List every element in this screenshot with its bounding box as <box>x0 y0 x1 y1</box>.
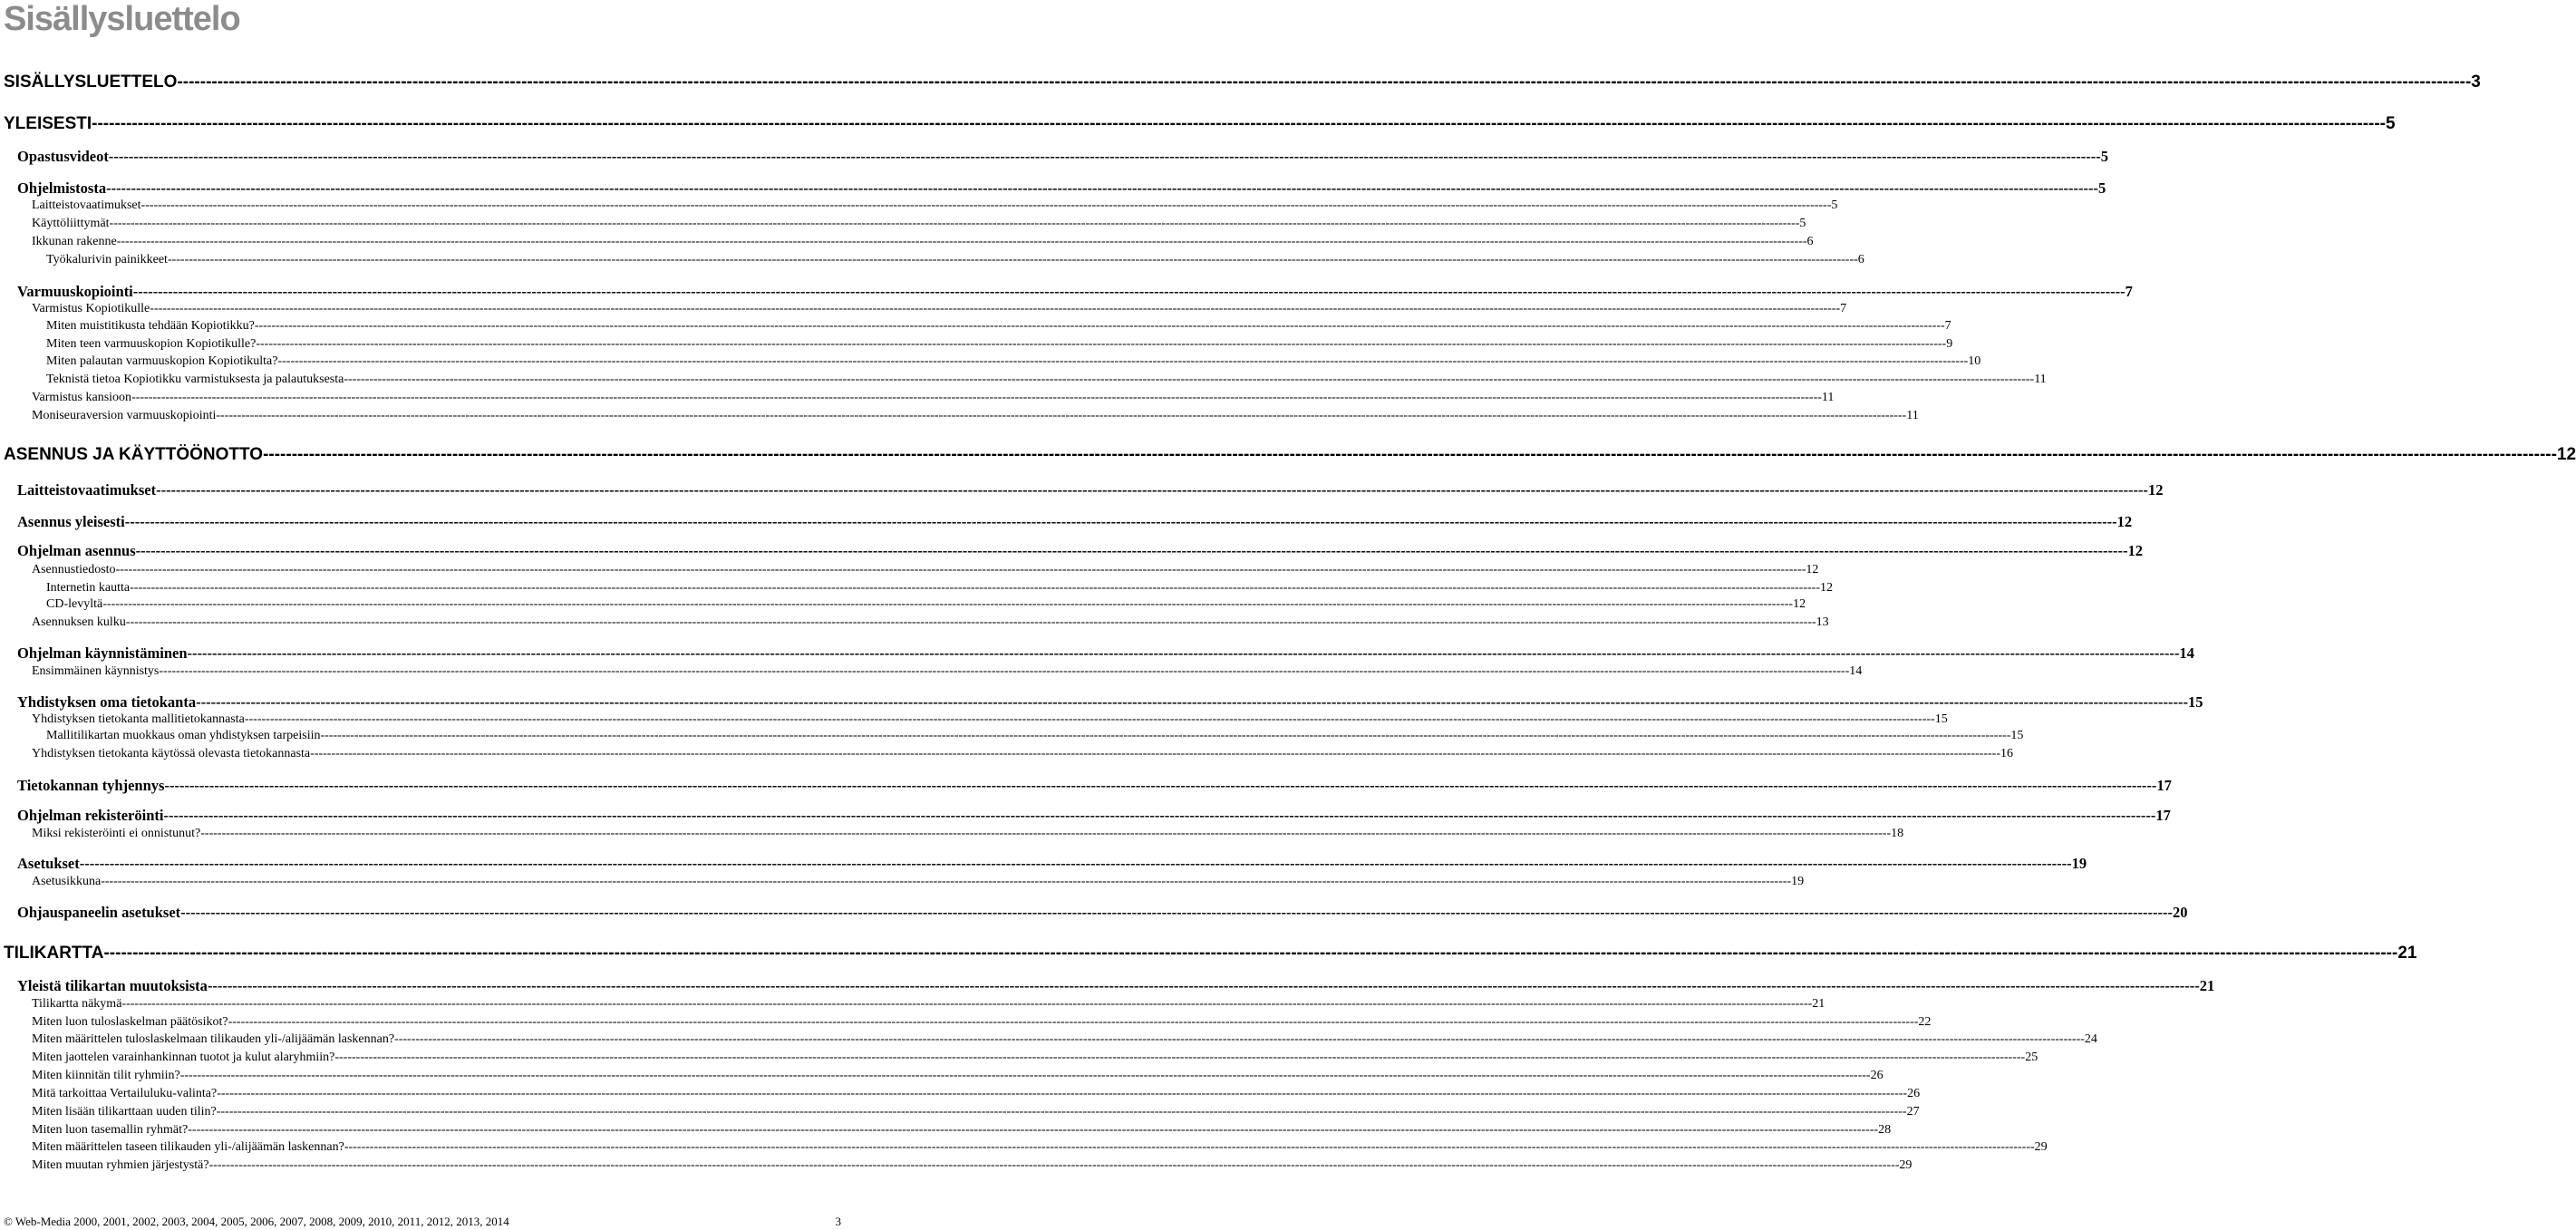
footer-page-number: 3 <box>835 1215 841 1228</box>
toc-entry-title: Miten jaottelen varainhankinnan tuotot ja kulut alaryhmiin? <box>32 1051 335 1064</box>
toc-entry-title: Miten määrittelen tuloslaskelmaan tilikauden yli-/alijäämän laskennan? <box>32 1032 395 1046</box>
toc-entry[interactable] <box>32 874 1805 889</box>
toc-entry-title: Asennus yleisesti <box>17 513 125 530</box>
dash-leader: ---------------------------------------------------------------------------------------------------------------------------------------------------------------------------------------------------------------------------------------------------------------------------------------------------------------------------------------------------------------------------------------------------------------- <box>207 977 2200 994</box>
dash-leader: ---------------------------------------------------------------------------------------------------------------------------------------------------------------------------------------------------------------------------------------------------------------------------------------------------------------------------------------------------------------------------------------------------------------- <box>131 391 1822 404</box>
dash-leader: ---------------------------------------------------------------------------------------------------------------------------------------------------------------------------------------------------------------------------------------------------------------------------------------------------------------------------------------------------------------------------------------------------------------- <box>344 1140 2035 1154</box>
toc-entry-page: 19 <box>1791 875 1805 888</box>
toc-entry-title: Opastusvideot <box>17 148 109 165</box>
dash-leader: ---------------------------------------------------------------------------------------------------------------------------------------------------------------------------------------------------------------------------------------------------------------------------------------------------------------------------------------------------------------------------------------------------------------- <box>216 409 1907 422</box>
toc-entry[interactable] <box>17 855 2087 873</box>
dash-leader: ---------------------------------------------------------------------------------------------------------------------------------------------------------------------------------------------------------------------------------------------------------------------------------------------------------------------------------------------------------------------------------------------------------------- <box>196 693 2188 711</box>
toc-entry[interactable] <box>32 216 1806 231</box>
dash-leader: ---------------------------------------------------------------------------------------------------------------------------------------------------------------------------------------------------------------------------------------------------------------------------------------------------------------------------------------------------------------------------------------------------------------- <box>163 807 2156 824</box>
toc-entry-title: Miten palautan varmuuskopion Kopiotikulta? <box>46 354 278 368</box>
toc-entry-page: 11 <box>1906 409 1919 422</box>
toc-entry[interactable] <box>46 252 1864 267</box>
toc-entry[interactable] <box>46 336 1953 352</box>
toc-entry-title: Ohjauspaneelin asetukset <box>17 904 181 921</box>
toc-entry[interactable] <box>4 73 2481 92</box>
dash-leader: ---------------------------------------------------------------------------------------------------------------------------------------------------------------------------------------------------------------------------------------------------------------------------------------------------------------------------------------------------------------------------------------------------------------- <box>156 481 2148 499</box>
toc-entry-page: 17 <box>2156 777 2172 794</box>
toc-entry-title: Tilikartta näkymä <box>32 997 122 1011</box>
toc-entry-page: 16 <box>2000 747 2013 760</box>
dash-leader: ---------------------------------------------------------------------------------------------------------------------------------------------------------------------------------------------------------------------------------------------------------------------------------------------------------------------------------------------------------------------------------------------------------------- <box>121 997 1813 1011</box>
toc-entry[interactable] <box>32 1157 1913 1173</box>
toc-entry[interactable] <box>32 1086 1921 1101</box>
toc-entry-page: 26 <box>1907 1087 1921 1100</box>
dash-leader: ---------------------------------------------------------------------------------------------------------------------------------------------------------------------------------------------------------------------------------------------------------------------------------------------------------------------------------------------------------------------------------------------------------------- <box>188 1123 1879 1137</box>
toc-entry[interactable] <box>32 663 1863 679</box>
toc-entry-title: Varmuuskopiointi <box>17 283 133 300</box>
toc-entry-title: Asetukset <box>17 855 80 872</box>
toc-entry[interactable] <box>46 372 2047 387</box>
toc-entry-title: Asennustiedosto <box>32 563 116 576</box>
toc-entry-page: 29 <box>1899 1158 1913 1172</box>
dash-leader: ---------------------------------------------------------------------------------------------------------------------------------------------------------------------------------------------------------------------------------------------------------------------------------------------------------------------------------------------------------------------------------------------------------------- <box>159 664 1850 678</box>
toc-entry-title: Miten muistitikusta tehdään Kopiotikku? <box>46 319 255 333</box>
toc-entry-title: Ohjelman käynnistäminen <box>17 644 188 662</box>
dash-leader: ---------------------------------------------------------------------------------------------------------------------------------------------------------------------------------------------------------------------------------------------------------------------------------------------------------------------------------------------------------------------------------------------------------------- <box>125 615 1816 629</box>
dash-leader: ---------------------------------------------------------------------------------------------------------------------------------------------------------------------------------------------------------------------------------------------------------------------------------------------------------------------------------------------------------------------------------------------------------------- <box>344 373 2035 386</box>
toc-entry-page: 29 <box>2034 1140 2048 1154</box>
page-footer <box>4 1215 841 1229</box>
toc-entry-title: Internetin kautta <box>46 581 131 595</box>
toc-entry-title: Miten teen varmuuskopion Kopiotikulle? <box>46 337 257 351</box>
dash-leader: ---------------------------------------------------------------------------------------------------------------------------------------------------------------------------------------------------------------------------------------------------------------------------------------------------------------------------------------------------------------------------------------------------------------- <box>310 747 2000 760</box>
toc-entry-page: 22 <box>1918 1015 1932 1029</box>
toc-entry-page: 14 <box>1849 664 1863 678</box>
toc-entry-title: Varmistus Kopiotikulle <box>32 302 150 315</box>
toc-entry-page: 12 <box>2127 542 2144 559</box>
dash-leader: ---------------------------------------------------------------------------------------------------------------------------------------------------------------------------------------------------------------------------------------------------------------------------------------------------------------------------------------------------------------------------------------------------------------- <box>164 777 2157 794</box>
dash-leader: ---------------------------------------------------------------------------------------------------------------------------------------------------------------------------------------------------------------------------------------------------------------------------------------------------------------------------------------------------------------------------------------------------------------- <box>320 729 2011 742</box>
dash-leader: ---------------------------------------------------------------------------------------------------------------------------------------------------------------------------------------------------------------------------------------------------------------------------------------------------------------------------------------------------------------------------------------------------------------- <box>334 1051 2026 1064</box>
dash-leader: ---------------------------------------------------------------------------------------------------------------------------------------------------------------------------------------------------------------------------------------------------------------------------------------------------------------------------------------------------------------------------------------------------------------- <box>124 513 2117 530</box>
toc-entry-page: 3 <box>2471 73 2481 92</box>
toc-entry-page: 11 <box>1821 391 1835 404</box>
toc-entry-title: Miten lisään tilikarttaan uuden tilin? <box>32 1105 217 1119</box>
toc-entry[interactable] <box>46 596 1806 612</box>
toc-entry[interactable] <box>46 318 1951 334</box>
toc-entry-title: TILIKARTTA <box>4 944 104 963</box>
toc-entry-title: SISÄLLYSLUETTELO <box>4 73 178 92</box>
toc-entry-page: 27 <box>1906 1105 1920 1119</box>
toc-entry[interactable] <box>17 777 2172 795</box>
toc-entry-page: 21 <box>2199 977 2215 994</box>
toc-entry[interactable] <box>32 301 1847 316</box>
toc-entry-page: 12 <box>2147 481 2164 499</box>
toc-entry-page: 15 <box>2010 729 2024 742</box>
dash-leader: ---------------------------------------------------------------------------------------------------------------------------------------------------------------------------------------------------------------------------------------------------------------------------------------------------------------------------------------------------------------------------------------------------------------- <box>115 563 1806 576</box>
dash-leader: ---------------------------------------------------------------------------------------------------------------------------------------------------------------------------------------------------------------------------------------------------------------------------------------------------------------------------------------------------------------------------------------------------------------- <box>180 904 2174 921</box>
dash-leader: ---------------------------------------------------------------------------------------------------------------------------------------------------------------------------------------------------------------------------------------------------------------------------------------------------------------------------------------------------------------------------------------------------------------- <box>79 855 2072 872</box>
toc-entry-page: 12 <box>1793 597 1806 611</box>
toc-entry-page: 21 <box>1812 997 1825 1011</box>
dash-leader: ---------------------------------------------------------------------------------------------------------------------------------------------------------------------------------------------------------------------------------------------------------------------------------------------------------------------------------------------------------------------------------------------------------------- <box>200 827 1892 840</box>
toc-entry-page: 15 <box>1934 712 1948 726</box>
toc-entry[interactable] <box>17 807 2171 825</box>
dash-leader: ---------------------------------------------------------------------------------------------------------------------------------------------------------------------------------------------------------------------------------------------------------------------------------------------------------------------------------------------------------------------------------------------------------------- <box>140 199 1832 212</box>
toc-entry[interactable] <box>17 904 2188 922</box>
toc-entry-page: 14 <box>2179 644 2194 662</box>
toc-entry-page: 11 <box>2034 373 2047 386</box>
toc-entry-title: CD-levyltä <box>46 597 103 611</box>
toc-entry[interactable] <box>4 445 2576 465</box>
dash-leader: ---------------------------------------------------------------------------------------------------------------------------------------------------------------------------------------------------------------------------------------------------------------------------------------------------------------------------------------------------------------------------------------------------------------- <box>217 1087 1908 1100</box>
toc-entry-title: Yhdistyksen tietokanta mallitietokannasta <box>32 712 245 726</box>
dash-leader: ---------------------------------------------------------------------------------------------------------------------------------------------------------------------------------------------------------------------------------------------------------------------------------------------------------------------------------------------------------------------------------------------------------------- <box>277 354 1969 368</box>
toc-entry-page: 5 <box>2100 148 2108 165</box>
toc-entry-page: 17 <box>2155 807 2171 824</box>
toc-entry-title: Käyttöliittymät <box>32 217 110 230</box>
dash-leader: ---------------------------------------------------------------------------------------------------------------------------------------------------------------------------------------------------------------------------------------------------------------------------------------------------------------------------------------------------------------------------------------------------------------- <box>132 283 2126 300</box>
toc-entry-page: 19 <box>2071 855 2087 872</box>
toc-entry[interactable] <box>32 408 1919 423</box>
dash-leader: ---------------------------------------------------------------------------------------------------------------------------------------------------------------------------------------------------------------------------------------------------------------------------------------------------------------------------------------------------------------------------------------------------------------- <box>244 712 1935 726</box>
dash-leader: ---------------------------------------------------------------------------------------------------------------------------------------------------------------------------------------------------------------------------------------------------------------------------------------------------------------------------------------------------------------------------------------------------------------- <box>394 1032 2085 1046</box>
toc-entry[interactable] <box>32 390 1835 405</box>
dash-leader: ---------------------------------------------------------------------------------------------------------------------------------------------------------------------------------------------------------------------------------------------------------------------------------------------------------------------------------------------------------------------------------------------------------------- <box>108 148 2101 165</box>
toc-entry[interactable] <box>46 728 2024 743</box>
toc-entry-title: YLEISESTI <box>4 114 92 133</box>
toc-entry-page: 12 <box>1806 563 1819 576</box>
dash-leader: ---------------------------------------------------------------------------------------------------------------------------------------------------------------------------------------------------------------------------------------------------------------------------------------------------------------------------------------------------------------------------------------------------------------- <box>187 644 2180 662</box>
toc-entry-page: 26 <box>1870 1069 1884 1082</box>
dash-leader: ---------------------------------------------------------------------------------------------------------------------------------------------------------------------------------------------------------------------------------------------------------------------------------------------------------------------------------------------------------------------------------------------------------------- <box>216 1105 1907 1119</box>
dash-leader: ---------------------------------------------------------------------------------------------------------------------------------------------------------------------------------------------------------------------------------------------------------------------------------------------------------------------------------------------------------------------------------------------------------------- <box>106 179 2098 197</box>
dash-leader: ---------------------------------------------------------------------------------------------------------------------------------------------------------------------------------------------------------------------------------------------------------------------------------------------------------------------------------------------------------------------------------------------------------------- <box>116 235 1807 248</box>
dash-leader: ---------------------------------------------------------------------------------------------------------------------------------------------------------------------------------------------------------------------------------------------------------------------------------------------------------------------------------------------------------------------------------------------------------------- <box>254 319 1945 333</box>
toc-entry-title: Miten luon tasemallin ryhmät? <box>32 1123 189 1137</box>
dash-leader: ---------------------------------------------------------------------------------------------------------------------------------------------------------------------------------------------------------------------------------------------------------------------------------------------------------------------------------------------------------------------------------------------------------------- <box>167 253 1858 266</box>
dash-leader: ---------------------------------------------------------------------------------------------------------------------------------------------------------------------------------------------------------------------------------------------------------------------------------------------------------------------------------------------------------------------------------------------------------------- <box>92 114 2386 133</box>
toc-entry[interactable] <box>32 234 1814 249</box>
toc-entry-page: 9 <box>1946 337 1953 351</box>
toc-entry-title: Mallitilikartan muokkaus oman yhdistyksen tarpeisiin <box>46 729 321 742</box>
toc-entry-title: Ohjelman asennus <box>17 542 136 559</box>
toc-entry[interactable] <box>32 1031 2097 1047</box>
toc-entry-title: Työkalurivin painikkeet <box>46 253 168 266</box>
toc-entry-title: Mitä tarkoittaa Vertailuluku-valinta? <box>32 1087 218 1100</box>
toc-entry[interactable] <box>32 198 1838 213</box>
toc-entry[interactable] <box>32 1139 2048 1155</box>
toc-entry-page: 20 <box>2173 904 2188 921</box>
toc-entry[interactable] <box>17 693 2203 712</box>
copyright-notice: © Web-Media 2000, 2001, 2002, 2003, 2004, 2005, 2006, 2007, 2008, 2009, 2010, 2011, 2012, 2013, 2014 <box>4 1215 509 1228</box>
toc-entry[interactable] <box>32 1122 1892 1138</box>
toc-entry[interactable] <box>17 644 2194 663</box>
toc-entry[interactable] <box>32 996 1825 1012</box>
toc-entry-title: Ensimmäinen käynnistys <box>32 664 160 678</box>
dash-leader: ---------------------------------------------------------------------------------------------------------------------------------------------------------------------------------------------------------------------------------------------------------------------------------------------------------------------------------------------------------------------------------------------------------------- <box>179 1069 1871 1082</box>
toc-entry-title: Laitteistovaatimukset <box>17 481 157 499</box>
toc-entry-page: 12 <box>1819 581 1833 595</box>
toc-entry[interactable] <box>17 179 2106 198</box>
toc-entry[interactable] <box>32 1050 2039 1065</box>
toc-entry-page: 25 <box>2025 1051 2039 1064</box>
toc-entry-page: 5 <box>1831 199 1838 212</box>
toc-entry-title: Tietokannan tyhjennys <box>17 777 165 794</box>
toc-entry[interactable] <box>32 1068 1884 1083</box>
toc-entry-page: 7 <box>1840 302 1847 315</box>
toc-entry[interactable] <box>17 481 2164 499</box>
toc-entry-title: Yhdistyksen oma tietokanta <box>17 693 197 711</box>
toc-entry-page: 12 <box>2116 513 2133 530</box>
toc-entry-page: 7 <box>2125 283 2133 300</box>
toc-entry[interactable] <box>46 354 1981 369</box>
toc-entry[interactable] <box>32 562 1819 577</box>
dash-leader: ---------------------------------------------------------------------------------------------------------------------------------------------------------------------------------------------------------------------------------------------------------------------------------------------------------------------------------------------------------------------------------------------------------------- <box>228 1015 1919 1029</box>
dash-leader: ---------------------------------------------------------------------------------------------------------------------------------------------------------------------------------------------------------------------------------------------------------------------------------------------------------------------------------------------------------------------------------------------------------------- <box>208 1158 1900 1172</box>
toc-entry[interactable] <box>17 283 2133 301</box>
toc-entry-page: 28 <box>1878 1123 1892 1137</box>
dash-leader: ---------------------------------------------------------------------------------------------------------------------------------------------------------------------------------------------------------------------------------------------------------------------------------------------------------------------------------------------------------------------------------------------------------------- <box>177 73 2472 92</box>
toc-entry-page: 24 <box>2084 1032 2097 1046</box>
toc-entry-title: ASENNUS JA KÄYTTÖÖNOTTO <box>4 445 264 464</box>
toc-entry-page: 5 <box>2386 114 2396 133</box>
toc-entry-title: Miten muutan ryhmien järjestystä? <box>32 1158 209 1172</box>
toc-entry[interactable] <box>17 148 2108 166</box>
dash-leader: ---------------------------------------------------------------------------------------------------------------------------------------------------------------------------------------------------------------------------------------------------------------------------------------------------------------------------------------------------------------------------------------------------------------- <box>102 597 1794 611</box>
dash-leader: ---------------------------------------------------------------------------------------------------------------------------------------------------------------------------------------------------------------------------------------------------------------------------------------------------------------------------------------------------------------------------------------------------------------- <box>256 337 1947 351</box>
toc-entry[interactable] <box>32 615 1829 630</box>
toc-entry-title: Asennuksen kulku <box>32 615 126 629</box>
toc-entry-page: 21 <box>2397 944 2417 963</box>
toc-entry-title: Laitteistovaatimukset <box>32 199 141 212</box>
toc-entry-title: Miten määrittelen taseen tilikauden yli-/alijäämän laskennan? <box>32 1140 344 1154</box>
dash-leader: ---------------------------------------------------------------------------------------------------------------------------------------------------------------------------------------------------------------------------------------------------------------------------------------------------------------------------------------------------------------------------------------------------------------- <box>101 875 1792 888</box>
toc-entry-page: 13 <box>1816 615 1829 629</box>
dash-leader: ---------------------------------------------------------------------------------------------------------------------------------------------------------------------------------------------------------------------------------------------------------------------------------------------------------------------------------------------------------------------------------------------------------------- <box>109 217 1800 230</box>
toc-entry[interactable] <box>32 712 1948 727</box>
toc-entry[interactable] <box>46 580 1833 596</box>
toc-entry-title: Asetusikkuna <box>32 875 102 888</box>
toc-entry-page: 5 <box>2097 179 2106 197</box>
toc-entry[interactable] <box>17 977 2215 995</box>
toc-entry-title: Miksi rekisteröinti ei onnistunut? <box>32 827 201 840</box>
dash-leader: ---------------------------------------------------------------------------------------------------------------------------------------------------------------------------------------------------------------------------------------------------------------------------------------------------------------------------------------------------------------------------------------------------------------- <box>135 542 2128 559</box>
toc-entry[interactable] <box>17 513 2133 531</box>
page-title: Sisällysluettelo <box>4 0 240 38</box>
toc-entry-title: Ohjelman rekisteröinti <box>17 807 164 824</box>
toc-entry-title: Ohjelmistosta <box>17 179 107 197</box>
toc-entry[interactable] <box>17 542 2144 560</box>
toc-entry-title: Miten luon tuloslaskelman päätösikot? <box>32 1015 228 1029</box>
toc-entry[interactable] <box>4 944 2417 964</box>
toc-entry-page: 12 <box>2556 445 2576 464</box>
toc-entry-page: 15 <box>2187 693 2203 711</box>
dash-leader: ---------------------------------------------------------------------------------------------------------------------------------------------------------------------------------------------------------------------------------------------------------------------------------------------------------------------------------------------------------------------------------------------------------------- <box>263 445 2557 464</box>
toc-entry-title: Varmistus kansioon <box>32 391 132 404</box>
toc-entry-page: 10 <box>1968 354 1981 368</box>
toc-entry-page: 7 <box>1944 319 1951 333</box>
toc-entry-title: Moniseuraversion varmuuskopiointi <box>32 409 217 422</box>
dash-leader: ---------------------------------------------------------------------------------------------------------------------------------------------------------------------------------------------------------------------------------------------------------------------------------------------------------------------------------------------------------------------------------------------------------------- <box>103 944 2398 963</box>
toc-entry-title: Teknistä tietoa Kopiotikku varmistuksesta ja palautuksesta <box>46 373 344 386</box>
toc-entry[interactable] <box>32 826 1904 841</box>
dash-leader: ---------------------------------------------------------------------------------------------------------------------------------------------------------------------------------------------------------------------------------------------------------------------------------------------------------------------------------------------------------------------------------------------------------------- <box>130 581 1820 595</box>
toc-entry[interactable] <box>32 1104 1920 1119</box>
dash-leader: ---------------------------------------------------------------------------------------------------------------------------------------------------------------------------------------------------------------------------------------------------------------------------------------------------------------------------------------------------------------------------------------------------------------- <box>150 302 1841 315</box>
toc-entry[interactable] <box>4 114 2396 134</box>
toc-entry[interactable] <box>32 1014 1932 1030</box>
toc-entry-title: Yhdistyksen tietokanta käytössä olevasta tietokannasta <box>32 747 311 760</box>
toc-entry-page: 5 <box>1799 217 1806 230</box>
toc-entry-title: Yleistä tilikartan muutoksista <box>17 977 208 994</box>
toc-entry-page: 18 <box>1891 827 1904 840</box>
toc-entry-title: Ikkunan rakenne <box>32 235 117 248</box>
toc-entry[interactable] <box>32 746 2013 761</box>
toc-entry-page: 6 <box>1806 235 1814 248</box>
toc-entry-page: 6 <box>1857 253 1864 266</box>
toc-entry-title: Miten kiinnitän tilit ryhmiin? <box>32 1069 180 1082</box>
